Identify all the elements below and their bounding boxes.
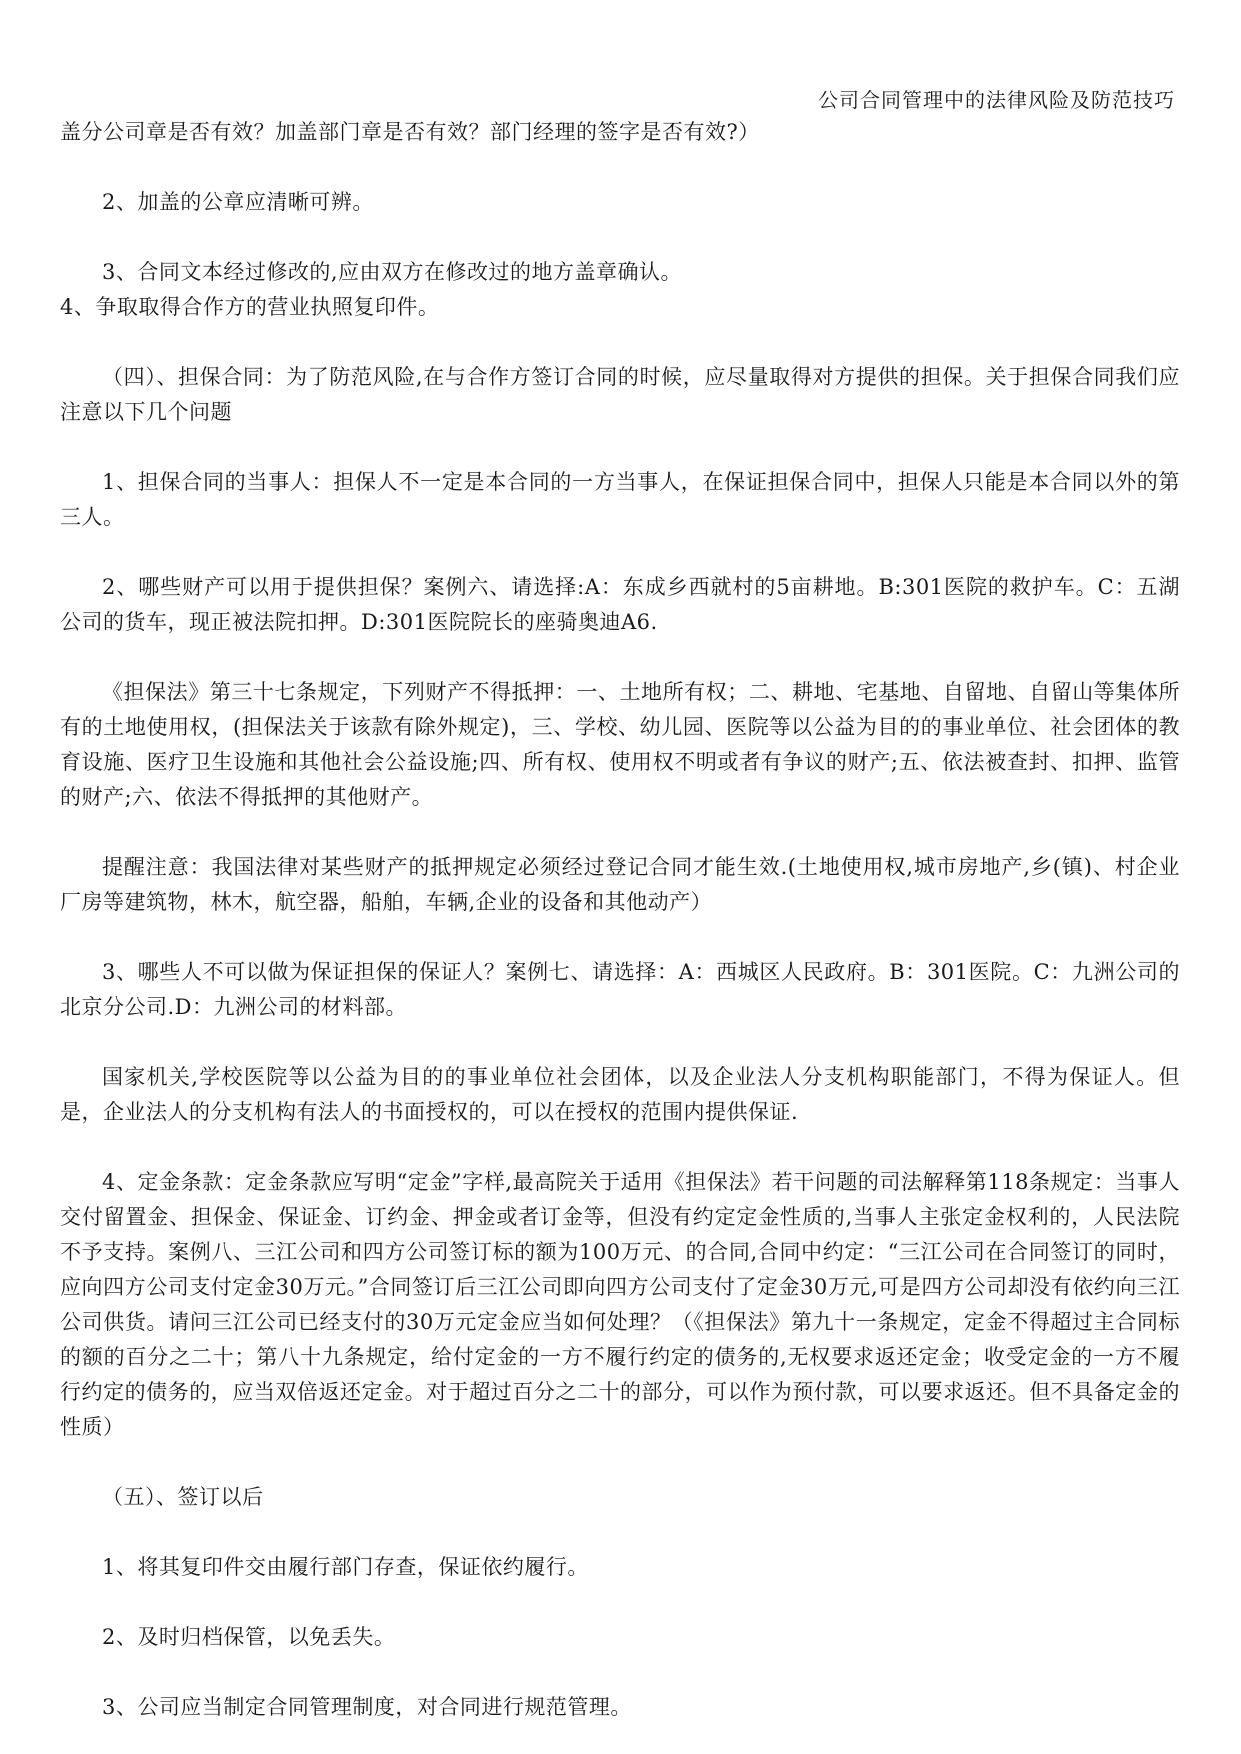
paragraph-after-2: 2、及时归档保管，以免丢失。 [102,1625,396,1649]
document-body [60,115,1180,1725]
paragraph-deposit-clause: 4、定金条款：定金条款应写明“定金”字样,最高院关于适用《担保法》若干问题的司法解释第118条规定：当事人交付留置金、担保金、保证金、订约金、押金或者订金等，但没有约定定金性质的,当事人主张定金权利的，人民法院不予支持。案例八、三江公司和四方公司签订标的额为100万元、的合同,合同中约定：“三江公司在合同签订的同时，应向四方公司支付定金30万元。”合同签订后三江公司即向四方公司支付了定金30万元,可是四方公司却没有依约向三江公司供货。请问三江公司已经支付的30万元定金应当如何处理？（《担保法》第九十一条规定，定金不得超过主合同标的额的百分之二十；第八十九条规定，给付定金的一方不履行约定的债务的,无权要求返还定金；收受定金的一方不履行约定的债务的，应当双倍返还定金。对于超过百分之二十的部分，可以作为预付款，可以要求返还。但不具备定金的性质） [60,1170,1180,1439]
paragraph-section-4-heading: （四）、担保合同：为了防范风险,在与合作方签订合同的时候，应尽量取得对方提供的担保。关于担保合同我们应注意以下几个问题 [60,365,1180,424]
paragraph-continuation: 盖分公司章是否有效？加盖部门章是否有效？部门经理的签字是否有效?） [60,120,760,144]
paragraph-after-3: 3、公司应当制定合同管理制度，对合同进行规范管理。 [102,1695,632,1719]
paragraph-item-3: 3、合同文本经过修改的,应由双方在修改过的地方盖章确认。 [102,260,683,284]
paragraph-state-organs: 国家机关,学校医院等以公益为目的的事业单位社会团体，以及企业法人分支机构职能部门，不得为保证人。但是，企业法人的分支机构有法人的书面授权的，可以在授权的范围内提供保证. [60,1065,1180,1124]
paragraph-section-5-heading: （五）、签订以后 [102,1485,264,1509]
running-header: 公司合同管理中的法律风险及防范技巧 [818,88,1175,112]
paragraph-item-4: 4、争取取得合作方的营业执照复印件。 [60,295,440,319]
paragraph-case-7: 3、哪些人不可以做为保证担保的保证人？案例七、请选择：A：西城区人民政府。B：301医院。C：九洲公司的北京分公司.D：九洲公司的材料部。 [60,960,1180,1019]
paragraph-after-1: 1、将其复印件交由履行部门存查，保证依约履行。 [102,1555,589,1579]
paragraph-item-2: 2、加盖的公章应清晰可辨。 [102,190,374,214]
paragraph-reminder: 提醒注意：我国法律对某些财产的抵押规定必须经过登记合同才能生效.(土地使用权,城市房地产,乡(镇)、村企业厂房等建筑物，林木，航空器，船舶，车辆,企业的设备和其他动产） [60,855,1180,914]
paragraph-article-37: 《担保法》第三十七条规定，下列财产不得抵押：一、土地所有权；二、耕地、宅基地、自留地、自留山等集体所有的土地使用权，(担保法关于该款有除外规定)，三、学校、幼儿园、医院等以公益为目的的事业单位、社会团体的教育设施、医疗卫生设施和其他社会公益设施;四、所有权、使用权不明或者有争议的财产;五、依法被查封、扣押、监管的财产;六、依法不得抵押的其他财产。 [60,680,1180,809]
paragraph-guarantor: 1、担保合同的当事人：担保人不一定是本合同的一方当事人，在保证担保合同中，担保人只能是本合同以外的第三人。 [60,470,1180,529]
paragraph-case-6: 2、哪些财产可以用于提供担保？案例六、请选择:A：东成乡西就村的5亩耕地。B:301医院的救护车。C：五湖公司的货车，现正被法院扣押。D:301医院院长的座骑奥迪A6. [60,575,1180,634]
